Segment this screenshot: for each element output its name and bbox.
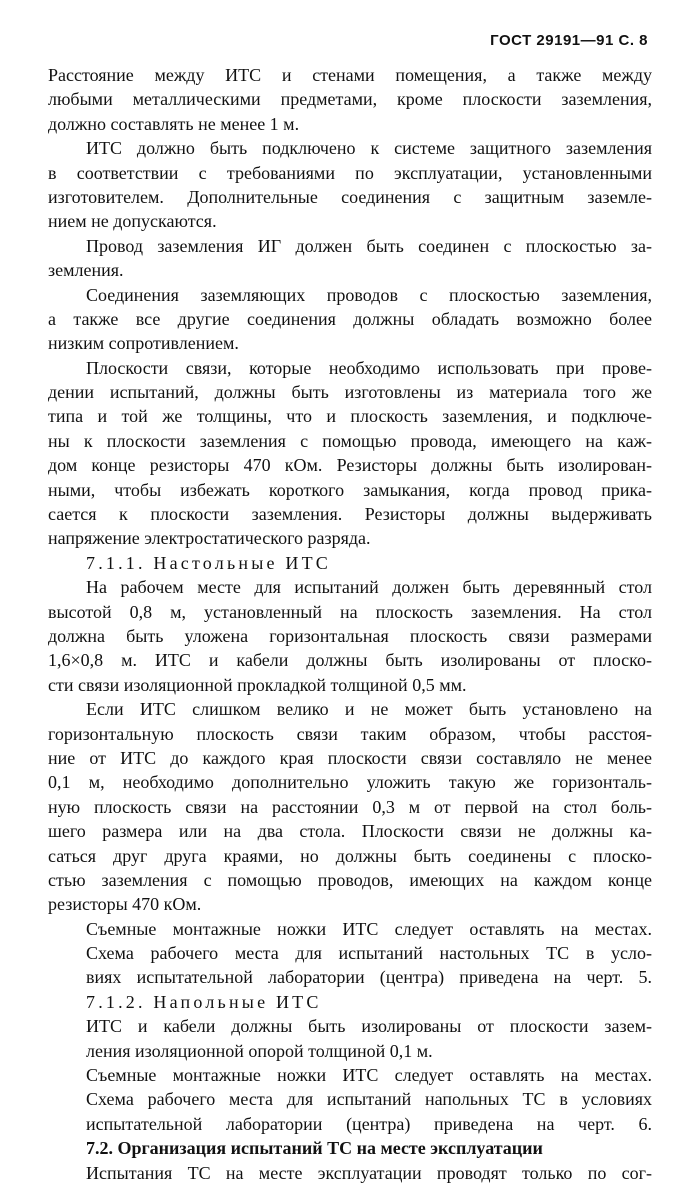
text-line: Съемные монтажные ножки ИТС следует оставлять на местах. xyxy=(86,1065,652,1086)
section-heading-7-1-1: 7.1.1. Настольные ИТС xyxy=(86,552,331,573)
text-line: любыми металлическими предметами, кроме плоскости заземления, xyxy=(48,89,652,110)
text-line: сти связи изоляционной прокладкой толщиной 0,5 мм. xyxy=(48,674,467,695)
text-line: должна быть уложена горизонтальная плоскость связи размерами xyxy=(48,625,652,646)
text-line: ными, чтобы избежать короткого замыкания, когда провод прика- xyxy=(48,479,652,500)
text-line: Расстояние между ИТС и стенами помещения, а также между xyxy=(48,65,652,85)
text-line: ления изоляционной опорой толщиной 0,1 м. xyxy=(86,1040,433,1061)
text-line: ную плоскость связи на расстоянии 0,3 м от первой на стол боль- xyxy=(48,796,652,817)
body-text xyxy=(48,63,652,1185)
text-line: виях испытательной лаборатории (центра) приведена на черт. 5. xyxy=(86,967,652,988)
text-line: Съемные монтажные ножки ИТС следует оставлять на местах. xyxy=(86,918,652,939)
text-line: испытательной лаборатории (центра) приведена на черт. 6. xyxy=(86,1113,652,1134)
text-line: Испытания ТС на месте эксплуатации проводят только по сог- xyxy=(86,1162,652,1183)
section-heading-7-2: 7.2. Организация испытаний ТС на месте эксплуатации xyxy=(86,1138,543,1159)
text-line: Плоскости связи, которые необходимо использовать при прове- xyxy=(86,357,652,378)
text-line: стью заземления с помощью проводов, имеющих на каждом конце xyxy=(48,869,652,890)
text-line: Соединения заземляющих проводов с плоскостью заземления, xyxy=(86,284,652,305)
text-line: саться друг друга краями, но должны быть соединены с плоско- xyxy=(48,845,652,866)
text-line: 0,1 м, необходимо дополнительно уложить такую же горизонталь- xyxy=(48,772,652,793)
text-line: Схема рабочего места для испытаний напольных ТС в условиях xyxy=(86,1089,652,1110)
text-line: сается к плоскости заземления. Резисторы должны выдерживать xyxy=(48,504,652,525)
text-line: шего размера или на два стола. Плоскости связи не должны ка- xyxy=(48,821,652,842)
text-line: типа и той же толщины, что и плоскость заземления, и подключе- xyxy=(48,406,652,427)
text-line: ны к плоскости заземления с помощью провода, имеющего на каж- xyxy=(48,430,652,451)
text-line: На рабочем месте для испытаний должен быть деревянный стол xyxy=(86,577,652,598)
text-line: земления. xyxy=(48,260,124,281)
text-line: напряжение электростатического разряда. xyxy=(48,528,371,549)
text-line: должно составлять не менее 1 м. xyxy=(48,113,300,134)
page-header: ГОСТ 29191—91 С. 8 xyxy=(490,32,648,49)
text-line: Провод заземления ИГ должен быть соединен с плоскостью за- xyxy=(86,235,652,256)
text-line: низким сопротивлением. xyxy=(48,333,239,354)
text-line: нием не допускаются. xyxy=(48,211,217,232)
text-line: ИТС должно быть подключено к системе защитного заземления xyxy=(86,138,652,159)
text-line: в соответствии с требованиями по эксплуатации, установленными xyxy=(48,162,652,183)
text-line: резисторы 470 кОм. xyxy=(48,894,202,915)
text-line: дом конце резисторы 470 кОм. Резисторы должны быть изолирован- xyxy=(48,455,652,476)
text-line: 1,6×0,8 м. ИТС и кабели должны быть изолированы от плоско- xyxy=(48,650,652,671)
text-line: горизонтальную плоскость связи таким образом, чтобы расстоя- xyxy=(48,723,652,744)
text-line: Если ИТС слишком велико и не может быть установлено на xyxy=(86,699,652,720)
text-line: высотой 0,8 м, установленный на плоскость заземления. На стол xyxy=(48,601,652,622)
text-line: а также все другие соединения должны обладать возможно более xyxy=(48,308,652,329)
text-line: изготовителем. Дополнительные соединения с защитным заземле- xyxy=(48,186,652,207)
section-heading-7-1-2: 7.1.2. Напольные ИТС xyxy=(86,991,322,1012)
text-line: Схема рабочего места для испытаний настольных ТС в усло- xyxy=(86,943,652,964)
text-line: ние от ИТС до каждого края плоскости связи составляло не менее xyxy=(48,747,652,768)
text-line: ИТС и кабели должны быть изолированы от плоскости зазем- xyxy=(86,1016,652,1037)
text-line: дении испытаний, должны быть изготовлены из материала того же xyxy=(48,382,652,403)
